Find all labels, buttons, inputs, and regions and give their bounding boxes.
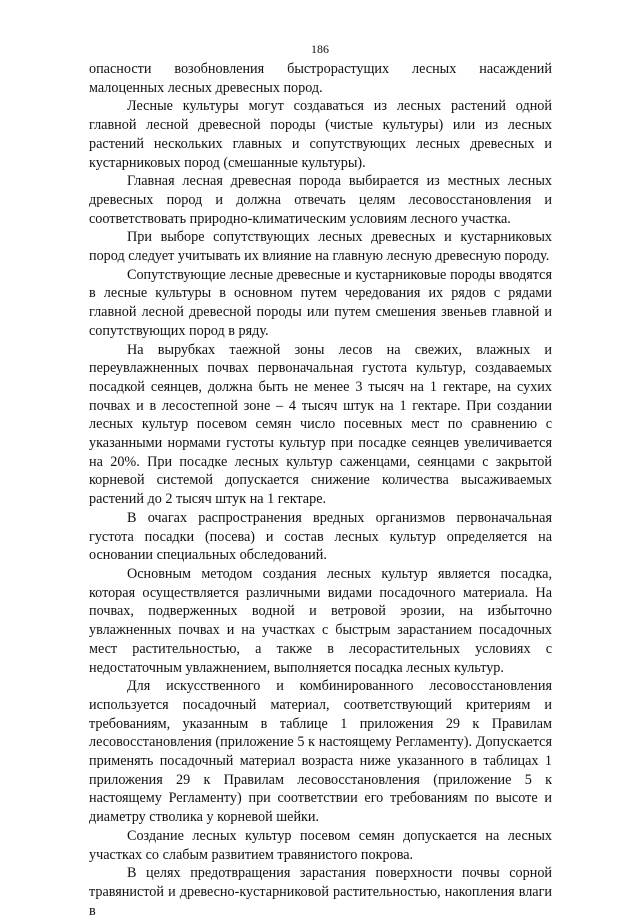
paragraph-main-method: Основным методом создания лесных культур является посадка, которая осуществляется различными видами посадочного материала. На почвах, подверженных водной и ветровой эрозии, на избыточно увлажненных почвах и на участках с быстрым зарастанием посадочных мест растительностью, а также в лесорастительных условиях с недостаточным увлажнением, выполняется посадка лесных культур. [89, 565, 552, 676]
paragraph-planting-material: Для искусственного и комбинированного лесовосстановления используется посадочный материал, соответствующий критериям и требованиям, указанным в таблице 1 приложения 29 к Правилам лесовосстановления (приложение 5 к настоящему Регламенту). Допускается применять посадочный материал возраста ниже указанного в таблицах 1 приложения 29 к Правилам лесовосстановления (приложение 5 к настоящему Регламенту) при соответствии его требованиям по высоте и диаметру стволика у корневой шейки. [89, 678, 552, 826]
paragraph-companion-introduction: Сопутствующие лесные древесные и кустарниковые породы вводятся в лесные культуры в основном путем чередования их рядов с рядами главной лесной древесной породы или путем смешения звеньев главной и сопутствующих пород в ряду. [89, 266, 552, 339]
paragraph-planting-density: На вырубках таежной зоны лесов на свежих, влажных и переувлажненных почвах первоначальная густота культур, создаваемых посадкой сеянцев, должна быть не менее 3 тысяч на 1 гектаре, на сухих почвах и в лесостепной зоне – 4 тысяч штук на 1 гектаре. При создании лесных культур посевом семян число посевных мест по сравнению с указанными нормами густоты культур при посадке сеянцев увеличивается на 20%. При посадке лесных культур саженцами, сеянцами с закрытой корневой системой допускается снижение количества высаживаемых растений до 2 тысяч штук на 1 гектаре. [89, 341, 552, 508]
paragraph-main-species: Главная лесная древесная порода выбирается из местных лесных древесных пород и должна отвечать целям лесовосстановления и соответствовать природно-климатическим условиям лесного участка. [89, 173, 552, 227]
page-number: 186 [311, 42, 329, 56]
paragraph-companion-selection: При выборе сопутствующих лесных древесных и кустарниковых пород следует учитывать их влияние на главную лесную древесную породу. [89, 229, 552, 265]
paragraph-weed-prevention: В целях предотвращения зарастания поверхности почвы сорной травянистой и древесно-кустарниковой растительностью, накопления влаги в [89, 865, 552, 919]
paragraph-pest-foci: В очагах распространения вредных организмов первоначальная густота посадки (посева) и состав лесных культур определяется на основании специальных обследований. [89, 509, 552, 564]
paragraph-forest-cultures-types: Лесные культуры могут создаваться из лесных растений одной главной лесной древесной породы (чистые культуры) или из лесных растений нескольких главных и сопутствующих лесных древесных и кустарниковых пород (смешанные культуры). [89, 98, 552, 171]
page-body [89, 60, 552, 920]
paragraph-seed-sowing: Создание лесных культур посевом семян допускается на лесных участках со слабым развитием травянистого покрова. [89, 827, 552, 863]
paragraph-continuation: опасности возобновления быстрорастущих лесных насаждений малоценных лесных древесных пород. [89, 61, 552, 96]
